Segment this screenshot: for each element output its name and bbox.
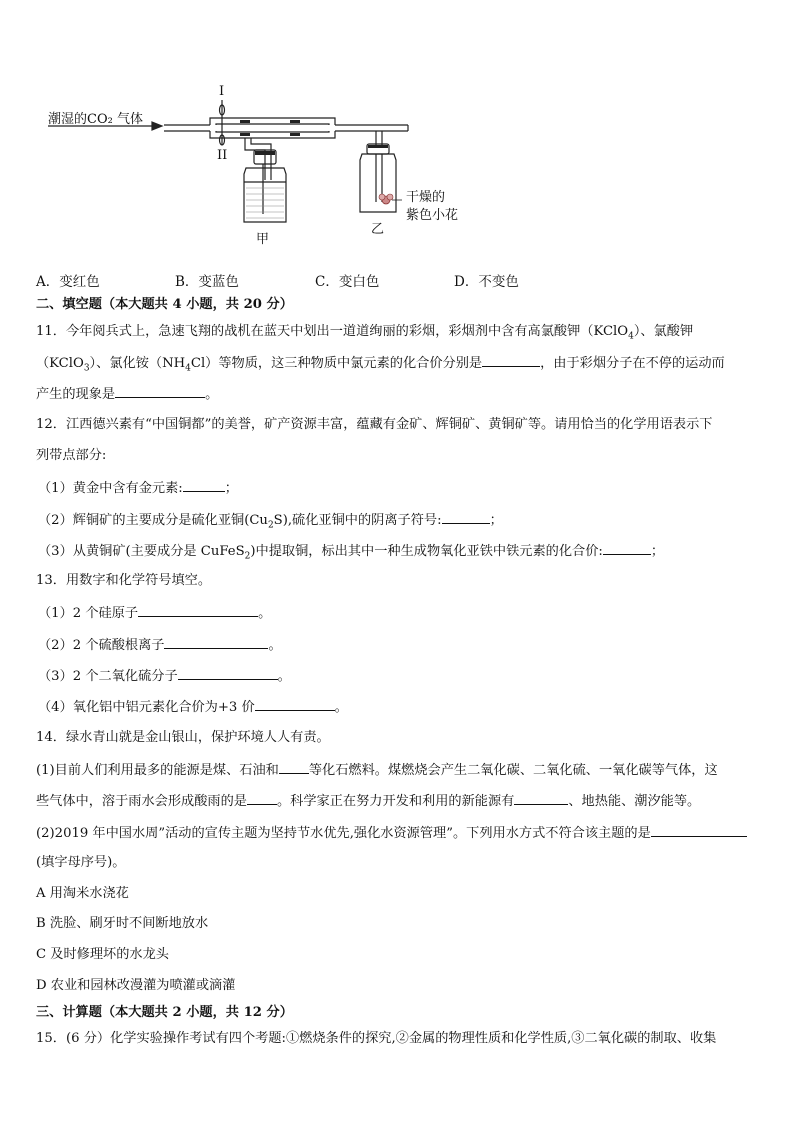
section2-heading: 二、填空题（本大题共 4 小题，共 20 分） [36, 297, 293, 312]
answer-blank[interactable] [138, 604, 258, 617]
apparatus-diagram [40, 80, 480, 250]
choice-b: B．变蓝色 [175, 274, 239, 290]
q14-option-b: B 洗脸、刷牙时不间断地放水 [36, 916, 209, 931]
q12-sub3: （3）从黄铜矿(主要成分是 CuFeS$_2$)中提取铜，标出其中一种生成物氧化亚铁中铁元素的化合价: ； [38, 544, 665, 562]
answer-blank[interactable] [247, 792, 277, 805]
q14-option-d: D 农业和园林改漫灌为喷灌或滴灌 [36, 978, 236, 993]
q14-p1: (1)目前人们利用最多的能源是煤、石油和 等化石燃料。煤燃烧会产生二氧化碳、二氧化硫、一氧化碳等气体，这 [36, 763, 718, 778]
answer-blank[interactable] [651, 824, 747, 837]
apparatus-drawing [40, 80, 480, 250]
answer-blank[interactable] [603, 542, 651, 555]
q13-item2: （2）2 个硫酸根离子 。 [38, 638, 282, 653]
flower-label-line2: 紫色小花 [406, 208, 459, 223]
q14-option-c: C 及时修理坏的水龙头 [36, 947, 169, 962]
bottle-jia-label: 甲 [256, 232, 270, 247]
answer-blank[interactable] [255, 698, 335, 711]
q14-title: 14．绿水青山就是金山银山，保护环境人人有责。 [36, 730, 330, 745]
choice-a: A．变红色 [36, 274, 100, 290]
flower-icon [379, 194, 402, 204]
choice-d: D．不变色 [454, 274, 519, 290]
answer-blank[interactable] [442, 511, 490, 524]
q12-sub1: （1）黄金中含有金元素: ； [38, 481, 238, 496]
answer-blank[interactable] [514, 792, 568, 805]
q14-p4: (填字母序号)。 [36, 855, 126, 870]
answer-blank[interactable] [178, 667, 278, 680]
q13-title: 13．用数字和化学符号填空。 [36, 573, 212, 588]
bottle-yi-label: 乙 [371, 222, 385, 237]
answer-blank[interactable] [164, 636, 268, 649]
q13-item1: （1）2 个硅原子 。 [38, 606, 272, 621]
q12-sub2: （2）辉铜矿的主要成分是硫化亚铜$(Cu_2S)$,硫化亚铜中的阴离子符号: ； [38, 513, 503, 531]
q13-item3: （3）2 个二氧化硫分子 。 [38, 669, 291, 684]
answer-blank[interactable] [279, 761, 309, 774]
gas-inlet-label: 潮湿的CO₂ 气体 [48, 112, 143, 127]
q11-line3: 产生的现象是 。 [36, 387, 219, 402]
valve-i-label: I [219, 84, 225, 99]
answer-blank[interactable] [482, 354, 540, 367]
q11-line2: （KClO$_3$）、氯化铵$(NH_4Cl)$等物质，这三种物质中氯元素的化合价分别是 ，由于彩烟分子在不停的运动而 [36, 356, 725, 374]
q15-line1: 15．(6 分）化学实验操作考试有四个考题:①燃烧条件的探究,②金属的物理性质和化学性质,③二氧化碳的制取、收集 [36, 1031, 717, 1046]
choice-c: C．变白色 [315, 274, 380, 290]
q11-line1: 11．今年阅兵式上，急速飞翔的战机在蓝天中划出一道道绚丽的彩烟，彩烟剂中含有高氯酸钾（KClO$_4$）、氯酸钾 [36, 324, 694, 342]
answer-blank[interactable] [183, 479, 225, 492]
flower-label-line1: 干燥的 [406, 190, 446, 205]
q12-line1: 12．江西德兴素有“中国铜都”的美誉，矿产资源丰富，蕴藏有金矿、辉铜矿、黄铜矿等。请用恰当的化学用语表示下 [36, 417, 713, 432]
section3-heading: 三、计算题（本大题共 2 小题，共 12 分） [36, 1005, 293, 1020]
q14-option-a: A 用淘米水浇花 [36, 886, 129, 901]
q14-p3: (2)2019 年中国水周”活动的宣传主题为坚持节水优先,强化水资源管理”。下列用水方式不符合该主题的是 [36, 824, 747, 843]
q13-item4: （4）氧化铝中铝元素化合价为+3 价 。 [38, 700, 348, 715]
valve-ii-label: II [217, 148, 228, 163]
answer-blank[interactable] [115, 385, 205, 398]
q14-p2: 些气体中，溶于雨水会形成酸雨的是 。科学家正在努力开发和利用的新能源有 、地热能、潮汐能等。 [36, 794, 701, 809]
q12-line2: 列带点部分: [36, 448, 107, 463]
